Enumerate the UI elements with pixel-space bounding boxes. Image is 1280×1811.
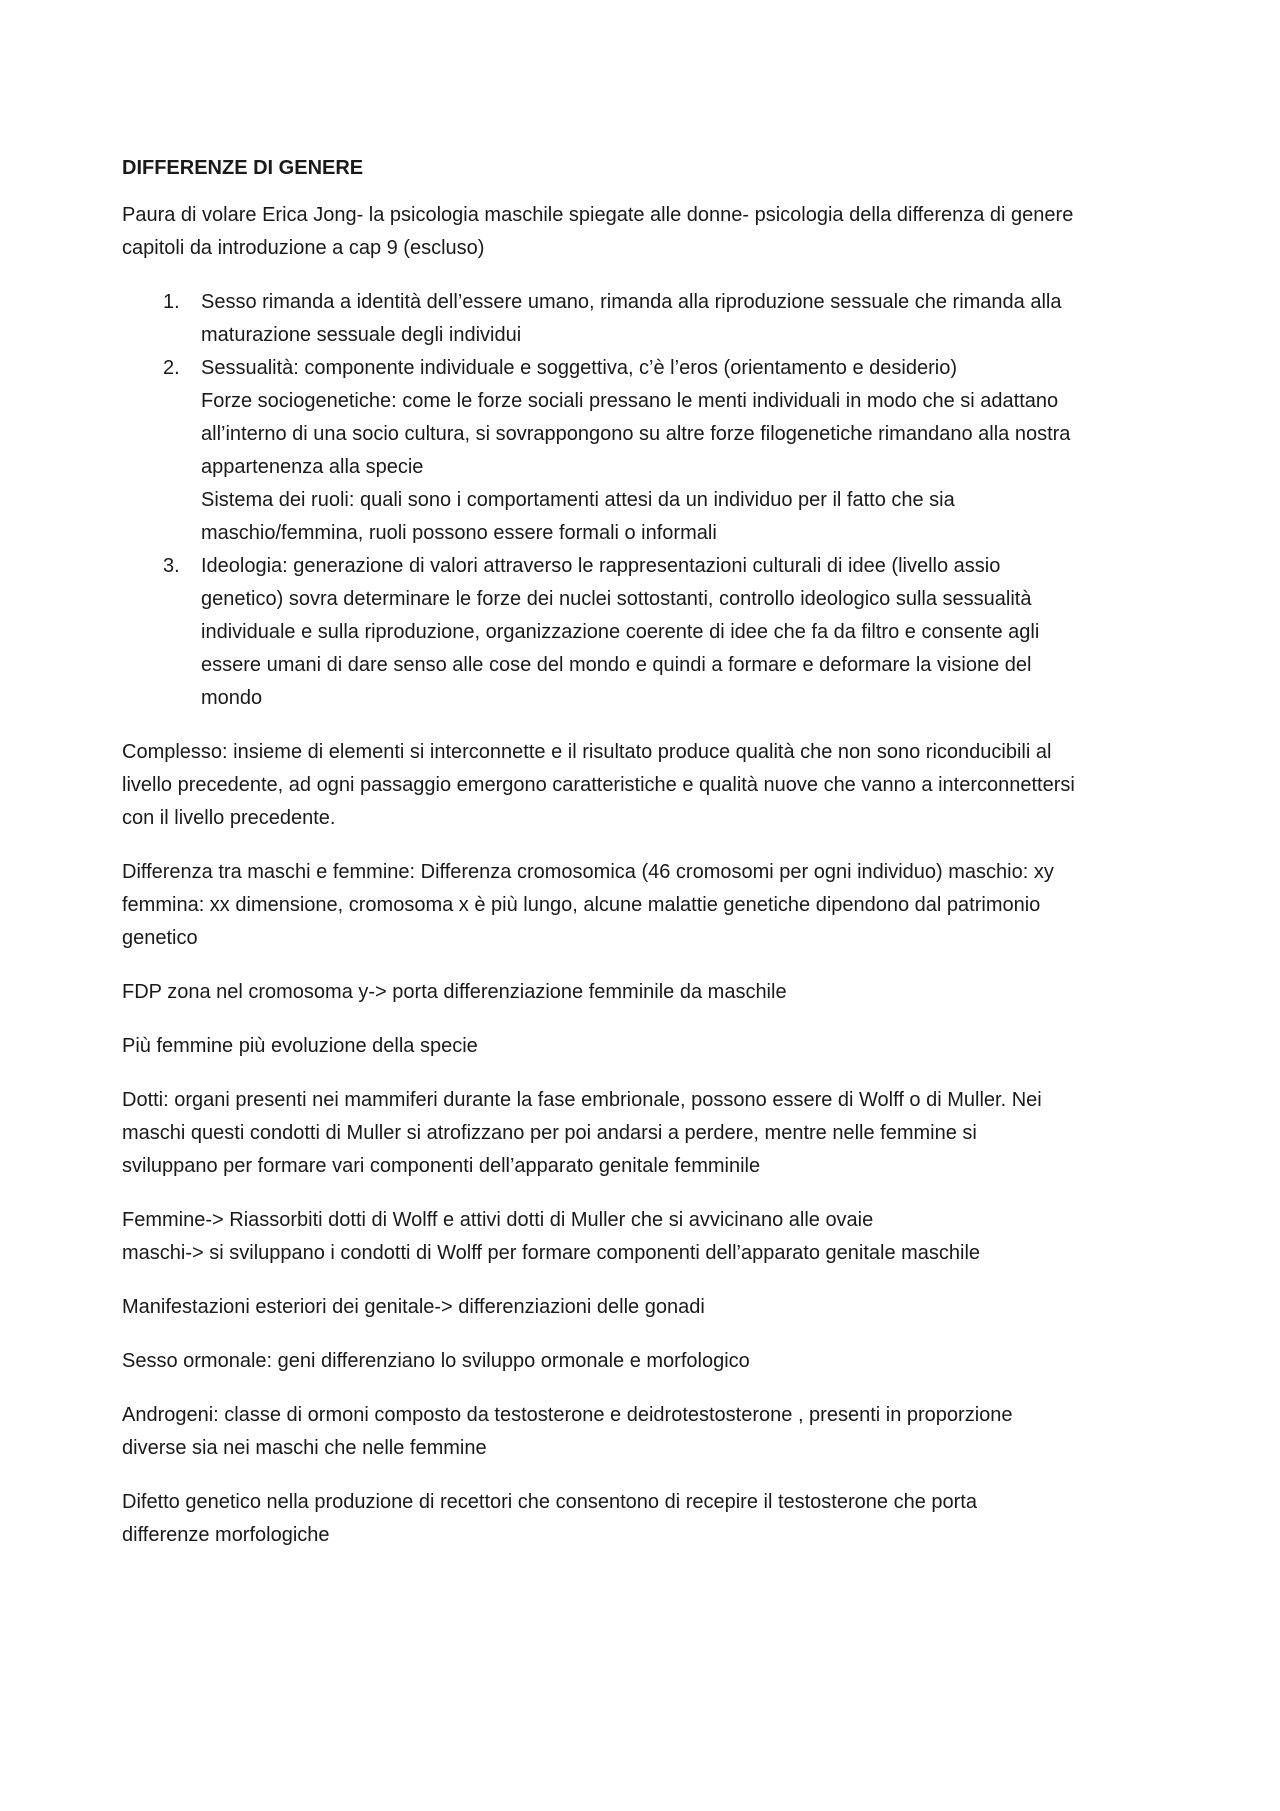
text-line: con il livello precedente. (122, 807, 336, 829)
text-line: Paura di volare Erica Jong- la psicologia maschile spiegate alle donne- psicologia della differenza di genere (122, 204, 1074, 226)
paragraph-fdp (122, 976, 1172, 1009)
list-item-2 (122, 352, 1172, 550)
paragraph-dotti (122, 1084, 1172, 1183)
text-line: Sesso ormonale: geni differenziano lo sviluppo ormonale e morfologico (122, 1350, 750, 1372)
text-line: appartenenza alla specie (201, 456, 424, 478)
text-line: individuale e sulla riproduzione, organizzazione coerente di idee che fa da filtro e consente agli (201, 621, 1040, 643)
text-line: maturazione sessuale degli individui (201, 324, 522, 346)
text-line: mondo (201, 687, 263, 709)
document-title: DIFFERENZE DI GENERE (122, 157, 364, 179)
text-line: Ideologia: generazione di valori attraverso le rappresentazioni culturali di idee (livello assio (201, 555, 1001, 577)
paragraph-androgeni (122, 1399, 1172, 1465)
text-line: Forze sociogenetiche: come le forze sociali pressano le menti individuali in modo che si adattano (201, 390, 1059, 412)
text-line: FDP zona nel cromosoma y-> porta differenziazione femminile da maschile (122, 981, 787, 1003)
paragraph-sesso-ormonale (122, 1345, 1172, 1378)
text-line: femmina: xx dimensione, cromosoma x è più lungo, alcune malattie genetiche dipendono dal patrimonio (122, 894, 1041, 916)
paragraph-femmine-evoluzione (122, 1030, 1172, 1063)
paragraph-manifestazioni (122, 1291, 1172, 1324)
text-line: Più femmine più evoluzione della specie (122, 1035, 478, 1057)
text-line: capitoli da introduzione a cap 9 (escluso) (122, 237, 485, 259)
text-line: genetico) sovra determinare le forze dei nuclei sottostanti, controllo ideologico sulla sessualità (201, 588, 1032, 610)
text-line: genetico (122, 927, 198, 949)
text-line: sviluppano per formare vari componenti dell’apparato genitale femminile (122, 1155, 761, 1177)
text-line: Manifestazioni esteriori dei genitale-> differenziazioni delle gonadi (122, 1296, 705, 1318)
text-line: maschi-> si sviluppano i condotti di Wolff per formare componenti dell’apparato genitale maschile (122, 1242, 981, 1264)
paragraph-complesso (122, 736, 1172, 835)
text-line: Sessualità: componente individuale e soggettiva, c’è l’eros (orientamento e desiderio) (201, 357, 957, 379)
text-line: essere umani di dare senso alle cose del mondo e quindi a formare e deformare la visione del (201, 654, 1032, 676)
text-line: Complesso: insieme di elementi si interconnette e il risultato produce qualità che non sono riconducibili al (122, 741, 1052, 763)
list-item-3 (122, 550, 1172, 715)
text-line: livello precedente, ad ogni passaggio emergono caratteristiche e qualità nuove che vanno a interconnettersi (122, 774, 1075, 796)
list-item-1 (122, 286, 1172, 352)
paragraph-differenza (122, 856, 1172, 955)
text-line: Differenza tra maschi e femmine: Differenza cromosomica (46 cromosomi per ogni individuo) maschio: xy (122, 861, 1054, 883)
text-line: Femmine-> Riassorbiti dotti di Wolff e attivi dotti di Muller che si avvicinano alle ovaie (122, 1209, 874, 1231)
text-line: Sesso rimanda a identità dell’essere umano, rimanda alla riproduzione sessuale che rimanda alla (201, 291, 1062, 313)
list-number: 1. (163, 291, 180, 313)
text-line: Androgeni: classe di ormoni composto da testosterone e deidrotestosterone , presenti in proporzione (122, 1404, 1013, 1426)
document-page (122, 152, 1172, 1573)
text-line: all’interno di una socio cultura, si sovrappongono su altre forze filogenetiche rimandano alla nostra (201, 423, 1071, 445)
paragraph-femmine-maschi (122, 1204, 1172, 1270)
text-line: maschio/femmina, ruoli possono essere formali o informali (201, 522, 717, 544)
text-line: Difetto genetico nella produzione di recettori che consentono di recepire il testosterone che porta (122, 1491, 977, 1513)
list-number: 3. (163, 555, 180, 577)
text-line: differenze morfologiche (122, 1524, 330, 1546)
text-line: Sistema dei ruoli: quali sono i comportamenti attesi da un individuo per il fatto che sia (201, 489, 955, 511)
numbered-list (122, 286, 1172, 715)
text-line: maschi questi condotti di Muller si atrofizzano per poi andarsi a perdere, mentre nelle femmine si (122, 1122, 977, 1144)
list-number: 2. (163, 357, 180, 379)
text-line: diverse sia nei maschi che nelle femmine (122, 1437, 487, 1459)
text-line: Dotti: organi presenti nei mammiferi durante la fase embrionale, possono essere di Wolff o di Muller. Nei (122, 1089, 1042, 1111)
paragraph-difetto-genetico (122, 1486, 1172, 1552)
intro-paragraph (122, 199, 1172, 265)
